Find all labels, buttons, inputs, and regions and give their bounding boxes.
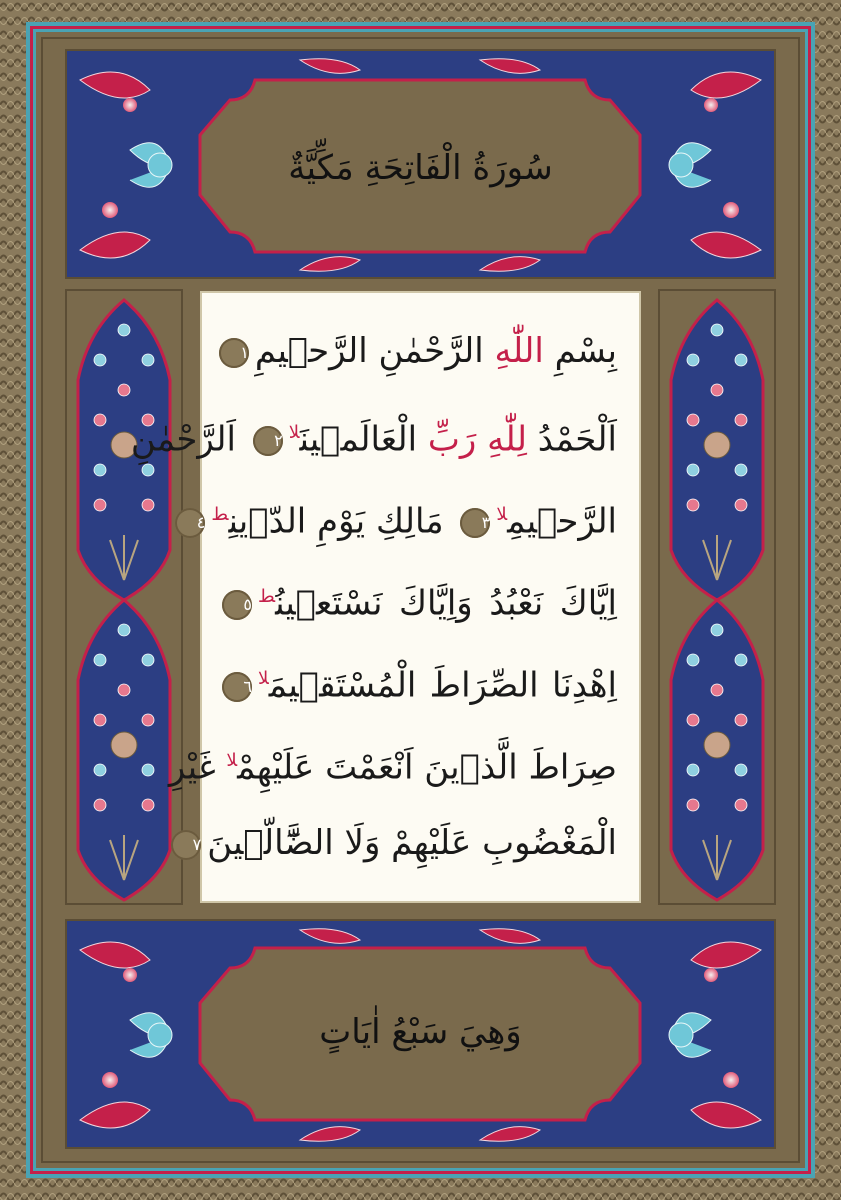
ayah-number-marker: ٤ — [175, 508, 205, 538]
waqf-sign: لا — [258, 668, 269, 689]
verse-line-3 — [196, 485, 617, 545]
verse-text: غَيْرِ — [168, 747, 227, 788]
verse-line-4 — [216, 567, 617, 627]
waqf-sign: لا — [496, 504, 508, 525]
ayah-number-marker: ٢ — [253, 426, 283, 456]
verse-text: مَالِكِ يَوْمِ الدّ۪ينِ — [228, 501, 455, 542]
verse-line-5 — [216, 649, 617, 709]
verse-text-highlight: اللّٰهِ — [494, 331, 544, 371]
ayah-number-marker: ٧ — [171, 830, 201, 860]
verse-text: الرَّحْمٰنِ الرَّح۪يمِ — [254, 331, 495, 371]
verse-line-6 — [168, 731, 617, 791]
ayah-number-marker: ١ — [219, 338, 249, 368]
verse-text: صِرَاطَ الَّذ۪ينَ اَنْعَمْتَ عَلَيْهِمْ — [237, 747, 617, 788]
verse-text: اَلْحَمْدُ — [526, 419, 617, 460]
verse-text: اَلرَّحْمٰنِ — [130, 419, 247, 460]
ayah-number-marker: ٣ — [460, 508, 490, 538]
waqf-sign: لا — [226, 750, 238, 771]
verse-text: الْمَغْضُوبِ عَلَيْهِمْ وَلَا الضَّٓالّ۪ينَ — [207, 823, 617, 863]
surah-title: سُورَةُ الْفَاتِحَةِ مَكِّيَّةٌ — [288, 148, 553, 188]
verses-panel — [130, 291, 641, 903]
verse-text-highlight: لِلّٰهِ رَبِّ — [427, 419, 527, 460]
ayah-number-marker: ٥ — [222, 590, 252, 620]
verse-text: اِهْدِنَا الصِّرَاطَ الْمُسْتَق۪يمَ — [268, 665, 617, 706]
verse-text: الْعَالَم۪ينَ — [299, 419, 428, 460]
verse-line-2 — [130, 403, 617, 463]
verse-text: بِسْمِ — [543, 331, 617, 371]
verse-text: الرَّح۪يمِ — [507, 501, 617, 542]
waqf-sign: ط — [211, 504, 229, 525]
waqf-sign: لا — [288, 422, 300, 443]
verse-line-7 — [192, 813, 617, 873]
ayah-number-marker: ٦ — [222, 672, 252, 702]
waqf-sign: ط — [258, 586, 276, 607]
verse-count-note: وَهِيَ سَبْعُ اٰيَاتٍ — [319, 1012, 522, 1052]
verse-line-1 — [216, 321, 617, 381]
verse-text: اِيَّاكَ نَعْبُدُ وَاِيَّاكَ نَسْتَع۪ينُ — [275, 583, 617, 624]
